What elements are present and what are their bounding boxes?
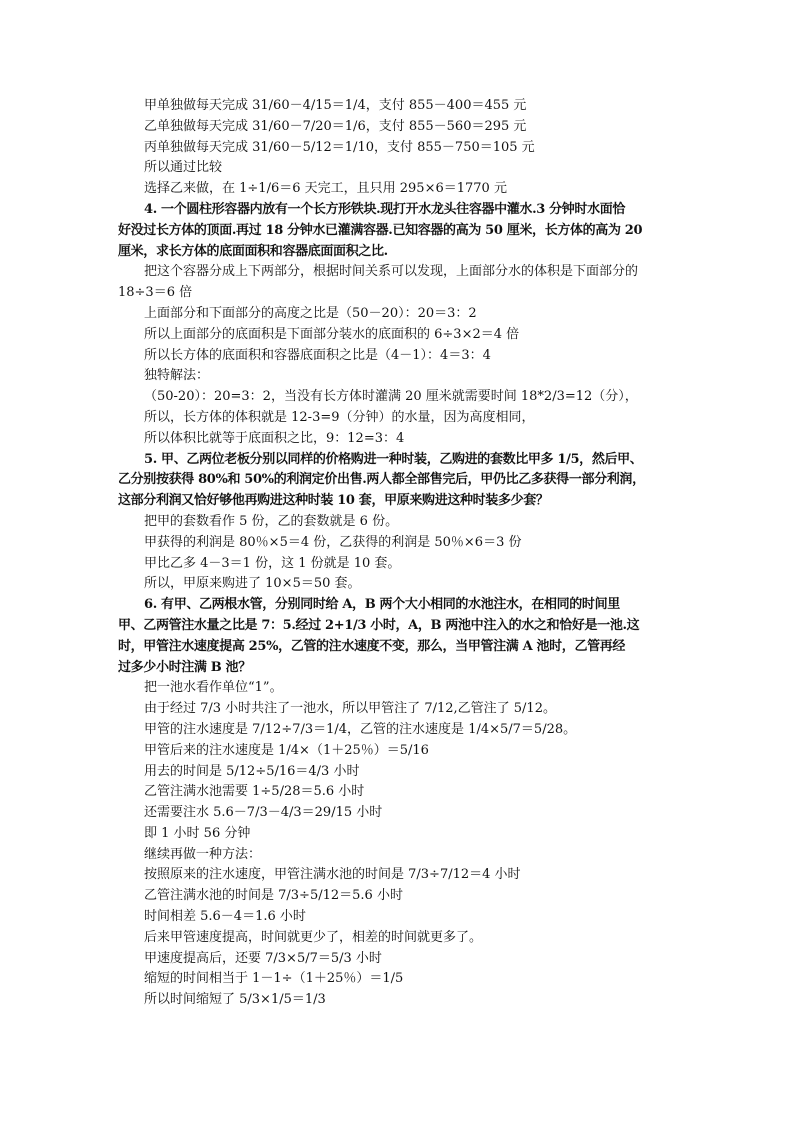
- solution-text-line: 丙单独做每天完成 31/60－5/12＝1/10，支付 855－750＝105 元: [144, 139, 535, 155]
- solution-text-line: 时间相差 5.6－4＝1.6 小时: [144, 909, 306, 925]
- solution-text-line: 即 1 小时 56 分钟: [144, 825, 251, 841]
- solution-text-line: 所以，甲原来购进了 10×5＝50 套。: [144, 576, 361, 592]
- solution-text-line: 把这个容器分成上下两部分，根据时间关系可以发现，上面部分水的体积是下面部分的: [144, 264, 639, 280]
- solution-text-line: 甲速度提高后，还要 7/3×5/7＝5/3 小时: [144, 950, 382, 966]
- solution-text-line: 按照原来的注水速度，甲管注满水池的时间是 7/3÷7/12＝4 小时: [144, 867, 521, 883]
- solution-text-line: 所以通过比较: [144, 160, 223, 176]
- solution-text-line: 乙单独做每天完成 31/60－7/20＝1/6，支付 855－560＝295 元: [144, 118, 527, 134]
- solution-text-line: 独特解法：: [144, 368, 210, 384]
- solution-text-line: （50-20）：20=3：2，当没有长方体时灌满 20 厘米就需要时间 18*2/3=12（分），: [144, 389, 638, 405]
- solution-text-line: 所以时间缩短了 5/3×1/5＝1/3: [144, 992, 326, 1008]
- solution-text-line: 缩短的时间相当于 1－1÷（1＋25％）＝1/5: [144, 971, 404, 987]
- solution-text-line: 甲获得的利润是 80％×5＝4 份，乙获得的利润是 50％×6＝3 份: [144, 534, 522, 550]
- question-text-line: 乙分别按获得 80%和 50%的利润定价出售.两人都全部售完后，甲仍比乙多获得一部分利润，: [118, 472, 645, 488]
- solution-text-line: 乙管注满水池需要 1÷5/28＝5.6 小时: [144, 784, 365, 800]
- solution-text-line: 由于经过 7/3 小时共注了一池水，所以甲管注了 7/12,乙管注了 5/12。: [144, 701, 556, 717]
- document-page: [118, 96, 678, 1011]
- question-text-line: 甲、乙两管注水量之比是 7：5.经过 2+1/3 小时，A，B 两池中注入的水之和恰好是一池.这: [118, 617, 640, 633]
- solution-text-line: 继续再做一种方法：: [144, 846, 262, 862]
- solution-text-line: 甲管后来的注水速度是 1/4×（1＋25％）＝5/16: [144, 742, 429, 758]
- question-text-line: 厘米，求长方体的底面面积和容器底面面积之比.: [118, 243, 388, 259]
- solution-text-line: 乙管注满水池的时间是 7/3÷5/12＝5.6 小时: [144, 888, 403, 904]
- question-text-line: 好没过长方体的顶面.再过 18 分钟水已灌满容器.已知容器的高为 50 厘米，长方体的高为 20: [118, 222, 643, 238]
- solution-text-line: 18÷3＝6 倍: [118, 285, 193, 301]
- solution-text-line: 把甲的套数看作 5 份，乙的套数就是 6 份。: [144, 513, 399, 529]
- solution-text-line: 甲管的注水速度是 7/12÷7/3＝1/4，乙管的注水速度是 1/4×5/7＝5/28。: [144, 721, 577, 737]
- solution-text-line: 还需要注水 5.6－7/3－4/3＝29/15 小时: [144, 805, 383, 821]
- solution-text-line: 选择乙来做，在 1÷1/6＝6 天完工，且只用 295×6＝1770 元: [144, 181, 507, 197]
- solution-text-line: 甲单独做每天完成 31/60－4/15＝1/4，支付 855－400＝455 元: [144, 98, 527, 113]
- solution-text-line: 所以体积比就等于底面积之比，9：12=3：4: [144, 430, 405, 446]
- solution-text-line: 甲比乙多 4－3＝1 份，这 1 份就是 10 套。: [144, 555, 401, 571]
- question-text-line: 6. 有甲、乙两根水管，分别同时给 A，B 两个大小相同的水池注水，在相同的时间里: [144, 597, 620, 613]
- question-text-line: 4. 一个圆柱形容器内放有一个长方形铁块.现打开水龙头往容器中灌水.3 分钟时水面恰: [144, 201, 626, 217]
- solution-text-line: 把一池水看作单位“1”。: [144, 680, 283, 696]
- question-text-line: 时，甲管注水速度提高 25%，乙管的注水速度不变，那么，当甲管注满 A 池时，乙管再经: [118, 638, 626, 654]
- solution-text-line: 所以，长方体的体积就是 12-3=9（分钟）的水量，因为高度相同，: [144, 409, 535, 425]
- question-text-line: 5. 甲、乙两位老板分别以同样的价格购进一种时装，乙购进的套数比甲多 1/5，然后甲、: [144, 451, 643, 467]
- solution-text-line: 所以上面部分的底面积是下面部分装水的底面积的 6÷3×2＝4 倍: [144, 326, 520, 342]
- question-text-line: 这部分利润又恰好够他再购进这种时装 10 套，甲原来购进这种时装多少套？: [118, 493, 549, 509]
- solution-text-line: 上面部分和下面部分的高度之比是（50－20）：20＝3：2: [144, 305, 477, 321]
- solution-text-line: 后来甲管速度提高，时间就更少了，相差的时间就更多了。: [144, 929, 483, 945]
- solution-text-line: 所以长方体的底面积和容器底面积之比是（4－1）：4＝3：4: [144, 347, 491, 363]
- solution-text-line: 用去的时间是 5/12÷5/16＝4/3 小时: [144, 763, 360, 779]
- question-text-line: 过多少小时注满 B 池？: [118, 659, 251, 675]
